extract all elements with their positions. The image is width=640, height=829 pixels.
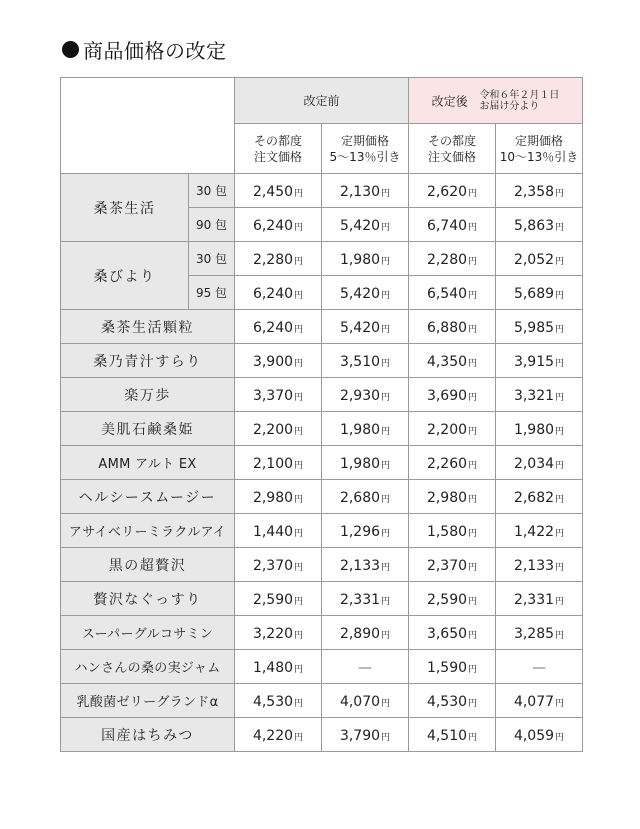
price-value: 6,240 [252, 218, 294, 234]
cell-before-single [235, 650, 322, 684]
yen-unit: 円 [381, 631, 391, 641]
price-value: 2,200 [252, 422, 294, 438]
price-value: 4,070 [339, 694, 381, 710]
yen-unit: 円 [555, 257, 565, 267]
cell-after-single [409, 242, 496, 276]
price-value: 2,052 [513, 252, 555, 268]
cell-after-single [409, 208, 496, 242]
cell-after-sub [496, 514, 583, 548]
cell-after-single [409, 174, 496, 208]
cell-after-sub [496, 208, 583, 242]
price-value: 6,540 [426, 286, 468, 302]
yen-unit: 円 [468, 529, 478, 539]
pack-size: 95 包 [189, 276, 235, 310]
bullet-icon [62, 41, 79, 58]
yen-unit: 円 [468, 631, 478, 641]
table-row [61, 616, 583, 650]
cell-after-sub [496, 718, 583, 752]
header-before [235, 78, 409, 124]
yen-unit: 円 [555, 699, 565, 709]
price-value: 4,059 [513, 728, 555, 744]
product-name: アサイベリーミラクルアイ [61, 514, 235, 548]
cell-before-sub [322, 242, 409, 276]
no-price-dash: — [358, 660, 372, 676]
table-row [61, 514, 583, 548]
table-row [61, 378, 583, 412]
yen-unit: 円 [555, 563, 565, 573]
cell-before-single [235, 276, 322, 310]
cell-before-single [235, 718, 322, 752]
yen-unit: 円 [468, 189, 478, 199]
price-value: 5,420 [339, 218, 381, 234]
price-value: 2,200 [426, 422, 468, 438]
yen-unit: 円 [468, 291, 478, 301]
cell-before-single [235, 344, 322, 378]
product-name: AMM アルト EX [61, 446, 235, 480]
price-value: 5,985 [513, 320, 555, 336]
cell-after-single [409, 480, 496, 514]
yen-unit: 円 [468, 427, 478, 437]
col-before-single-l1: その都度 [253, 133, 302, 148]
table-row [61, 684, 583, 718]
yen-unit: 円 [468, 563, 478, 573]
cell-after-single [409, 718, 496, 752]
yen-unit: 円 [555, 223, 565, 233]
cell-before-single [235, 514, 322, 548]
col-after-single [409, 124, 496, 174]
price-value: 5,863 [513, 218, 555, 234]
table-row [61, 718, 583, 752]
yen-unit: 円 [381, 529, 391, 539]
price-value: 2,358 [513, 184, 555, 200]
price-value: 4,510 [426, 728, 468, 744]
cell-before-sub [322, 310, 409, 344]
price-value: 2,133 [339, 558, 381, 574]
price-value: 2,590 [252, 592, 294, 608]
yen-unit: 円 [381, 699, 391, 709]
yen-unit: 円 [294, 461, 304, 471]
price-value: 2,620 [426, 184, 468, 200]
yen-unit: 円 [468, 325, 478, 335]
col-after-sub [496, 124, 583, 174]
price-value: 4,350 [426, 354, 468, 370]
yen-unit: 円 [294, 529, 304, 539]
yen-unit: 円 [294, 427, 304, 437]
cell-after-single [409, 650, 496, 684]
product-name: 贅沢なぐっすり [61, 582, 235, 616]
price-value: 2,280 [252, 252, 294, 268]
price-value: 2,980 [426, 490, 468, 506]
product-name: ハンさんの桑の実ジャム [61, 650, 235, 684]
price-value: 2,370 [252, 558, 294, 574]
price-value: 2,450 [252, 184, 294, 200]
price-value: 1,980 [339, 456, 381, 472]
price-value: 2,034 [513, 456, 555, 472]
yen-unit: 円 [381, 461, 391, 471]
price-value: 4,530 [252, 694, 294, 710]
table-row [61, 548, 583, 582]
cell-before-single [235, 208, 322, 242]
price-value: 1,980 [339, 422, 381, 438]
price-value: 6,880 [426, 320, 468, 336]
price-value: 3,321 [513, 388, 555, 404]
price-value: 2,370 [426, 558, 468, 574]
cell-before-sub [322, 276, 409, 310]
yen-unit: 円 [294, 393, 304, 403]
yen-unit: 円 [294, 665, 304, 675]
price-value: 1,980 [339, 252, 381, 268]
yen-unit: 円 [555, 325, 565, 335]
yen-unit: 円 [468, 699, 478, 709]
price-value: 2,930 [339, 388, 381, 404]
cell-before-sub [322, 684, 409, 718]
page-title-text: 商品価格の改定 [83, 38, 227, 63]
cell-before-sub [322, 480, 409, 514]
price-value: 2,100 [252, 456, 294, 472]
cell-before-sub [322, 208, 409, 242]
cell-before-single [235, 480, 322, 514]
cell-after-single [409, 378, 496, 412]
col-after-sub-l1: 定期価格 [515, 133, 564, 148]
yen-unit: 円 [468, 597, 478, 607]
price-value: 1,980 [513, 422, 555, 438]
product-name: 乳酸菌ゼリーグランドα [61, 684, 235, 718]
header-after-label: 改定後 [431, 94, 468, 108]
pack-size: 30 包 [189, 174, 235, 208]
yen-unit: 円 [294, 495, 304, 505]
yen-unit: 円 [555, 733, 565, 743]
product-name: 桑茶生活顆粒 [61, 310, 235, 344]
cell-after-single [409, 412, 496, 446]
cell-after-single [409, 310, 496, 344]
cell-after-sub [496, 548, 583, 582]
cell-before-single [235, 684, 322, 718]
col-after-single-l2: 注文価格 [428, 149, 477, 164]
table-row [61, 650, 583, 684]
price-value: 2,590 [426, 592, 468, 608]
table-row [61, 310, 583, 344]
product-name: ヘルシースムージー [61, 480, 235, 514]
price-value: 1,296 [339, 524, 381, 540]
yen-unit: 円 [294, 631, 304, 641]
yen-unit: 円 [468, 495, 478, 505]
table-row [61, 174, 583, 208]
header-corner [61, 78, 235, 174]
cell-before-single [235, 412, 322, 446]
header-after-date [479, 90, 559, 112]
price-value: 5,420 [339, 320, 381, 336]
cell-after-single [409, 276, 496, 310]
yen-unit: 円 [555, 631, 565, 641]
yen-unit: 円 [555, 189, 565, 199]
cell-before-sub [322, 446, 409, 480]
yen-unit: 円 [294, 563, 304, 573]
col-before-single-l2: 注文価格 [253, 149, 302, 164]
price-value: 5,689 [513, 286, 555, 302]
header-before-label: 改定前 [303, 94, 340, 108]
cell-before-sub [322, 548, 409, 582]
cell-before-sub [322, 174, 409, 208]
cell-before-single [235, 310, 322, 344]
yen-unit: 円 [381, 427, 391, 437]
cell-after-sub [496, 276, 583, 310]
table-row [61, 344, 583, 378]
yen-unit: 円 [555, 529, 565, 539]
price-value: 3,370 [252, 388, 294, 404]
product-name: 桑茶生活 [61, 174, 189, 242]
price-value: 3,915 [513, 354, 555, 370]
price-table-body [61, 174, 583, 752]
price-value: 3,790 [339, 728, 381, 744]
yen-unit: 円 [555, 359, 565, 369]
yen-unit: 円 [294, 257, 304, 267]
cell-after-single [409, 446, 496, 480]
price-value: 3,220 [252, 626, 294, 642]
cell-before-single [235, 378, 322, 412]
table-row [61, 582, 583, 616]
product-name: 黒の超贅沢 [61, 548, 235, 582]
price-value: 6,240 [252, 320, 294, 336]
yen-unit: 円 [468, 393, 478, 403]
cell-after-sub [496, 378, 583, 412]
header-after-date-line2: お届け分より [479, 100, 540, 112]
price-value: 1,480 [252, 660, 294, 676]
yen-unit: 円 [381, 495, 391, 505]
cell-before-sub [322, 514, 409, 548]
cell-after-sub [496, 344, 583, 378]
yen-unit: 円 [468, 665, 478, 675]
price-table [60, 77, 583, 752]
yen-unit: 円 [381, 733, 391, 743]
price-value: 1,440 [252, 524, 294, 540]
yen-unit: 円 [381, 257, 391, 267]
cell-after-sub [496, 446, 583, 480]
table-row [61, 242, 583, 276]
pack-size: 30 包 [189, 242, 235, 276]
yen-unit: 円 [294, 359, 304, 369]
price-value: 2,331 [513, 592, 555, 608]
cell-before-single [235, 582, 322, 616]
cell-after-single [409, 548, 496, 582]
price-value: 4,220 [252, 728, 294, 744]
col-before-sub-l2: 5～13％引き [329, 149, 401, 164]
col-before-single [235, 124, 322, 174]
cell-before-sub [322, 650, 409, 684]
cell-after-sub [496, 684, 583, 718]
price-value: 2,890 [339, 626, 381, 642]
cell-after-sub [496, 412, 583, 446]
yen-unit: 円 [468, 461, 478, 471]
price-value: 3,650 [426, 626, 468, 642]
yen-unit: 円 [381, 325, 391, 335]
yen-unit: 円 [468, 223, 478, 233]
yen-unit: 円 [381, 359, 391, 369]
price-value: 2,680 [339, 490, 381, 506]
cell-after-sub [496, 616, 583, 650]
yen-unit: 円 [555, 291, 565, 301]
price-value: 1,422 [513, 524, 555, 540]
yen-unit: 円 [294, 189, 304, 199]
cell-before-sub [322, 412, 409, 446]
yen-unit: 円 [381, 563, 391, 573]
header-after-date-line1: 令和６年２月１日 [479, 89, 560, 101]
cell-after-sub [496, 310, 583, 344]
price-value: 3,690 [426, 388, 468, 404]
table-row [61, 446, 583, 480]
cell-after-single [409, 616, 496, 650]
table-row [61, 412, 583, 446]
price-value: 6,240 [252, 286, 294, 302]
yen-unit: 円 [381, 291, 391, 301]
yen-unit: 円 [555, 461, 565, 471]
yen-unit: 円 [468, 733, 478, 743]
page-title [62, 34, 227, 64]
col-before-sub-l1: 定期価格 [341, 133, 390, 148]
cell-after-single [409, 582, 496, 616]
cell-before-sub [322, 344, 409, 378]
product-name: 桑びより [61, 242, 189, 310]
cell-after-single [409, 684, 496, 718]
col-after-sub-l2: 10～13％引き [499, 149, 579, 164]
price-value: 1,590 [426, 660, 468, 676]
price-value: 3,900 [252, 354, 294, 370]
price-value: 2,280 [426, 252, 468, 268]
price-value: 6,740 [426, 218, 468, 234]
cell-after-sub [496, 582, 583, 616]
price-value: 2,331 [339, 592, 381, 608]
yen-unit: 円 [468, 257, 478, 267]
col-before-sub [322, 124, 409, 174]
price-value: 4,530 [426, 694, 468, 710]
cell-after-sub [496, 480, 583, 514]
cell-before-sub [322, 616, 409, 650]
yen-unit: 円 [555, 495, 565, 505]
cell-before-single [235, 174, 322, 208]
price-value: 3,285 [513, 626, 555, 642]
col-after-single-l1: その都度 [428, 133, 477, 148]
price-value: 2,260 [426, 456, 468, 472]
yen-unit: 円 [294, 597, 304, 607]
product-name: 桑乃青汁すらり [61, 344, 235, 378]
cell-before-sub [322, 718, 409, 752]
price-value: 3,510 [339, 354, 381, 370]
yen-unit: 円 [294, 291, 304, 301]
yen-unit: 円 [381, 189, 391, 199]
price-value: 2,130 [339, 184, 381, 200]
product-name: 国産はちみつ [61, 718, 235, 752]
no-price-dash: — [532, 660, 547, 676]
price-value: 1,580 [426, 524, 468, 540]
cell-before-single [235, 242, 322, 276]
yen-unit: 円 [294, 325, 304, 335]
table-row [61, 480, 583, 514]
yen-unit: 円 [381, 223, 391, 233]
yen-unit: 円 [294, 223, 304, 233]
cell-before-single [235, 548, 322, 582]
yen-unit: 円 [468, 359, 478, 369]
yen-unit: 円 [294, 733, 304, 743]
cell-after-single [409, 514, 496, 548]
cell-after-single [409, 344, 496, 378]
product-name: 楽万歩 [61, 378, 235, 412]
header-after [409, 78, 583, 124]
price-value: 2,682 [513, 490, 555, 506]
yen-unit: 円 [381, 393, 391, 403]
product-name: 美肌石鹸桑姫 [61, 412, 235, 446]
price-value: 2,980 [252, 490, 294, 506]
product-name: スーパーグルコサミン [61, 616, 235, 650]
price-value: 2,133 [513, 558, 555, 574]
pack-size: 90 包 [189, 208, 235, 242]
cell-before-single [235, 446, 322, 480]
yen-unit: 円 [381, 597, 391, 607]
yen-unit: 円 [555, 597, 565, 607]
price-value: 5,420 [339, 286, 381, 302]
cell-after-sub [496, 650, 583, 684]
yen-unit: 円 [555, 393, 565, 403]
cell-before-single [235, 616, 322, 650]
price-value: 4,077 [513, 694, 555, 710]
yen-unit: 円 [294, 699, 304, 709]
cell-after-sub [496, 242, 583, 276]
cell-before-sub [322, 582, 409, 616]
yen-unit: 円 [555, 427, 565, 437]
cell-after-sub [496, 174, 583, 208]
cell-before-sub [322, 378, 409, 412]
